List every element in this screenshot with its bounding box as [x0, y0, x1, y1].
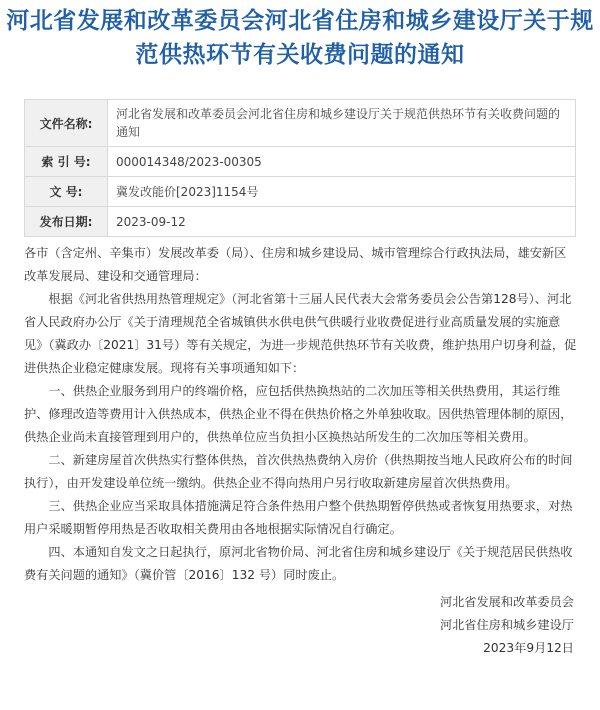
item-2-paragraph: 二、新建房屋首次供热实行整体供热，首次供热热费纳入房价（供热期按当地人民政府公布的时间执行），由开发建设单位统一缴纳。供热企业不得向热用户另行收取新建房屋首次供热费用。: [24, 453, 573, 490]
info-row-date: [25, 207, 576, 237]
index-label: 索 引 号:: [25, 147, 108, 177]
item-1-paragraph: 一、供热企业服务到用户的终端价格，应包括供热换热站的二次加压等相关供热费用，其运行维护、修理改造等费用计入供热成本，供热企业不得在供热价格之外单独收取。因供热管理体制的原因，供热企业尚未直接管理到用户的，供热单位应当负担小区换热站所发生的二次加压等相关费用。: [24, 384, 573, 444]
item-4-paragraph: 四、本通知自发文之日起执行，原河北省物价局、河北省住房和城乡建设厅《关于规范居民供热收费有关问题的通知》（冀价管〔2016〕132 号）同时废止。: [24, 545, 573, 582]
document-info-table: [24, 99, 576, 237]
intro-paragraph: 根据《河北省供热用热管理规定》（河北省第十三届人民代表大会常务委员会公告第128号）、河北省人民政府办公厅《关于清理规范全省城镇供水供电供气供暖行业收费促进行业高质量发展的实施意见》（冀政办〔2021〕31号）等有关规定，为进一步规范供热环节有关收费，维护热用户切身利益，促进供热企业稳定健康发展。现将有关事项通知如下：: [24, 292, 577, 375]
file-name-label: 文件名称:: [25, 100, 108, 147]
signature-org-2: 河北省住房和城乡建设厅: [439, 618, 574, 632]
date-label: 发布日期:: [25, 207, 108, 237]
date-value: 2023-09-12: [108, 207, 576, 237]
info-row-index: [25, 147, 576, 177]
document-body: [24, 242, 578, 660]
doc-no-label: 文 号:: [25, 177, 108, 207]
page-title: 河北省发展和改革委员会河北省住房和城乡建设厅关于规范供热环节有关收费问题的通知: [6, 8, 594, 68]
signature-date: 2023年9月12日: [483, 641, 574, 655]
addressee-paragraph: 各市（含定州、辛集市）发展改革委（局）、住房和城乡建设局、城市管理综合行政执法局，雄安新区改革发展局、建设和交通管理局：: [24, 246, 567, 283]
item-3-paragraph: 三、供热企业应当采取具体措施满足符合条件热用户整个供热期暂停供热或者恢复用热要求，对热用户采暖期暂停用热是否收取相关费用由各地根据实际情况自行确定。: [24, 499, 573, 536]
signature-org-1: 河北省发展和改革委员会: [439, 595, 574, 609]
info-row-doc-no: [25, 177, 576, 207]
doc-no-value: 冀发改能价[2023]1154号: [108, 177, 576, 207]
info-row-file-name: [25, 100, 576, 147]
file-name-value: 河北省发展和改革委员会河北省住房和城乡建设厅关于规范供热环节有关收费问题的通知: [108, 100, 576, 147]
index-value: 000014348/2023-00305: [108, 147, 576, 177]
